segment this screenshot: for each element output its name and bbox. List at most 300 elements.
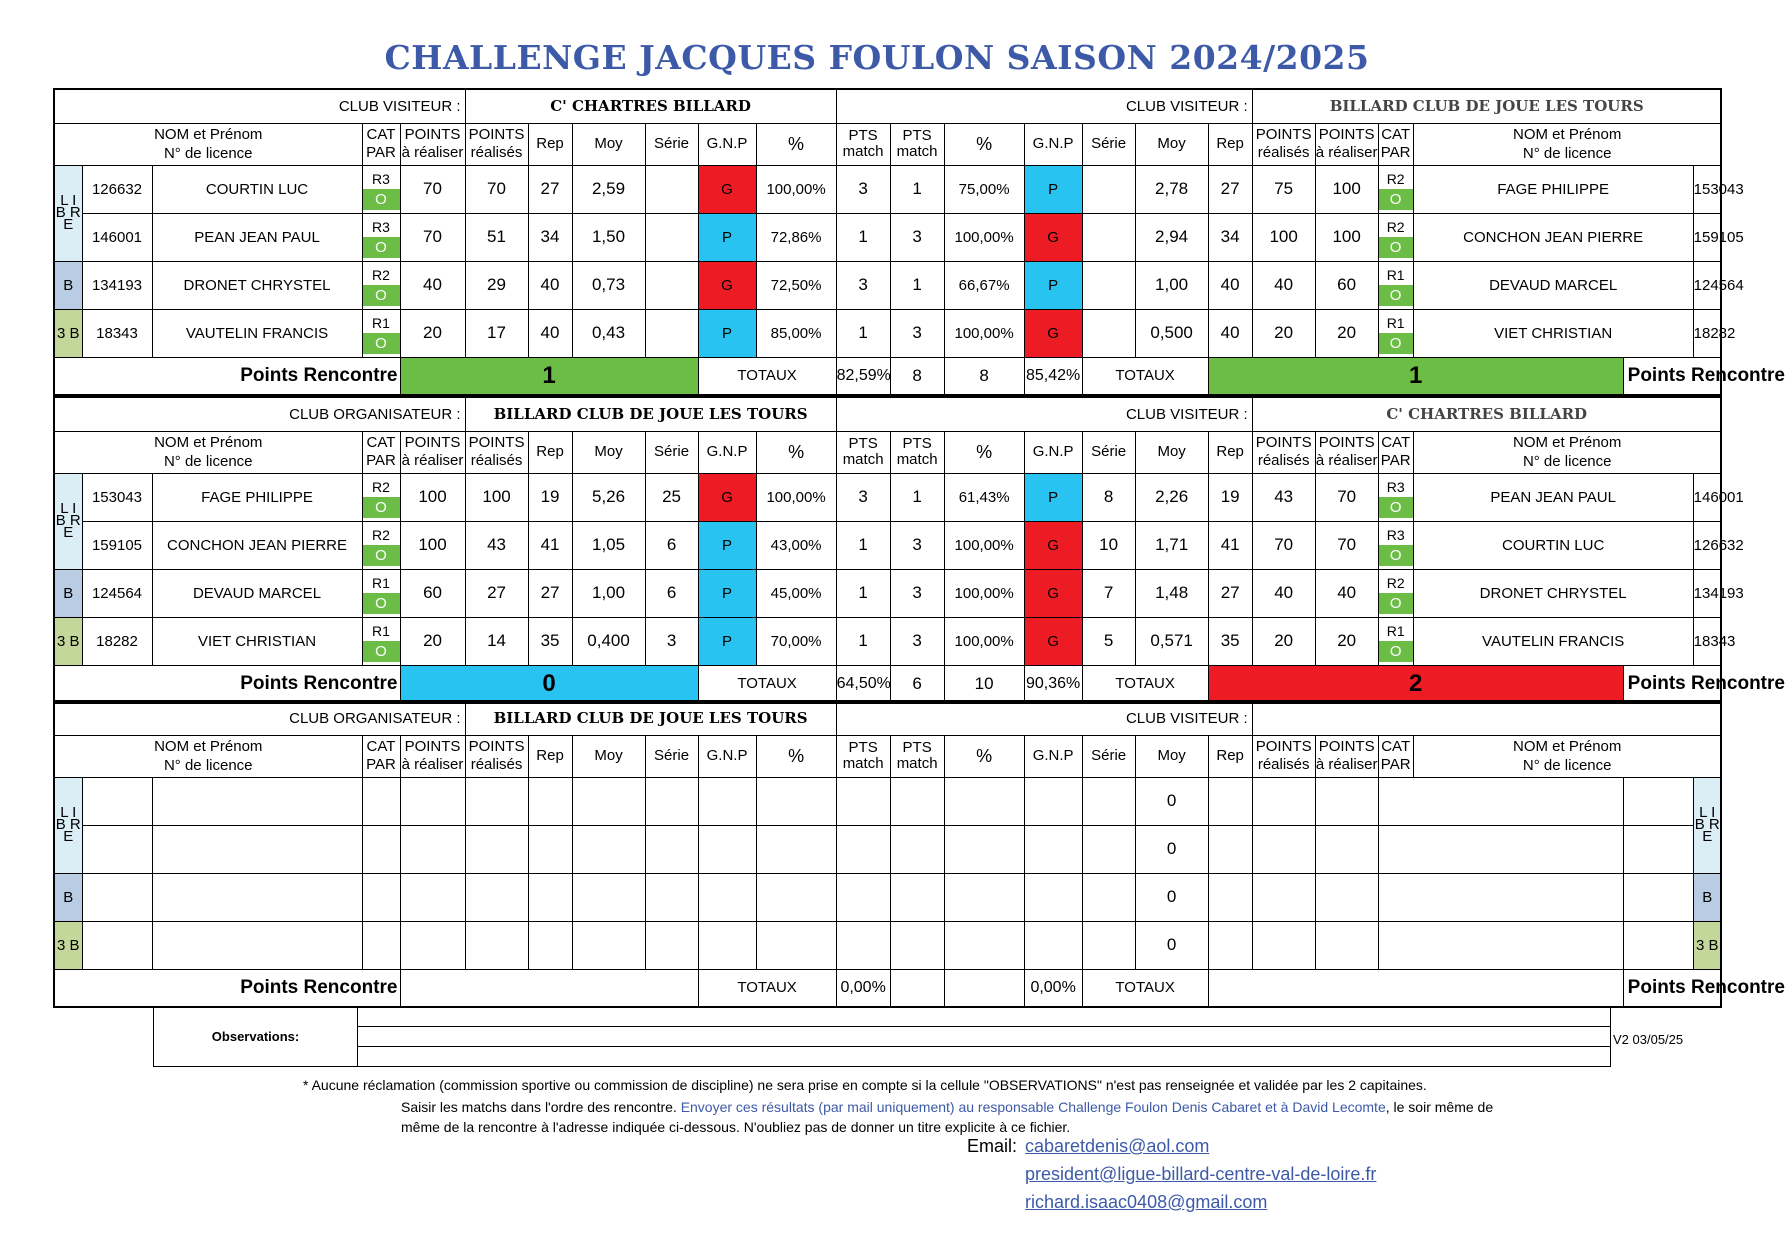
right-result-gnp: P [1024, 165, 1082, 213]
left-series[interactable] [645, 213, 698, 261]
left-innings[interactable]: 27 [528, 569, 572, 617]
left-licence[interactable]: 146001 [82, 213, 152, 261]
right-player-name[interactable]: VAUTELIN FRANCIS [1413, 617, 1693, 665]
col-pd-right: POINTS réalisés [1252, 735, 1315, 777]
left-licence[interactable] [82, 921, 152, 969]
left-category[interactable]: R1 O [362, 309, 400, 357]
left-club-name[interactable]: BILLARD CLUB DE JOUE LES TOURS [465, 397, 836, 431]
left-percentage: 72,50% [756, 261, 836, 309]
m1-table [53, 88, 1785, 396]
col-gnp-right: G.N.P [1024, 123, 1082, 165]
right-points-to-reach[interactable] [1252, 873, 1315, 921]
left-average: 2,59 [572, 165, 645, 213]
left-player-name[interactable]: COURTIN LUC [152, 165, 362, 213]
right-licence[interactable]: 18343 [1693, 617, 1721, 665]
right-player-name[interactable] [1378, 873, 1623, 921]
left-points-to-reach[interactable]: 100 [400, 521, 465, 569]
empty-cell[interactable] [698, 873, 756, 921]
empty-cell[interactable] [1024, 825, 1082, 873]
left-match-points: 1 [836, 309, 890, 357]
left-points-to-reach[interactable]: 100 [400, 473, 465, 521]
right-category[interactable] [1315, 873, 1378, 921]
right-match-points: 3 [890, 617, 944, 665]
right-player-name[interactable]: VIET CHRISTIAN [1413, 309, 1693, 357]
col-serie-left: Série [645, 123, 698, 165]
col-nom-right: NOM et Prénom N° de licence [1413, 735, 1721, 777]
left-licence[interactable]: 126632 [82, 165, 152, 213]
empty-cell[interactable] [890, 873, 944, 921]
col-pts-right: PTS match [890, 431, 944, 473]
email-link-richard[interactable]: richard.isaac0408@gmail.com [1025, 1192, 1268, 1212]
left-result-gnp: P [698, 617, 756, 665]
right-innings[interactable]: 35 [1208, 617, 1252, 665]
empty-cell[interactable] [362, 873, 400, 921]
left-licence[interactable]: 124564 [82, 569, 152, 617]
mode-bande-left: B [54, 873, 82, 921]
empty-cell[interactable] [528, 825, 572, 873]
mode-3bandes-left: 3 B [54, 617, 82, 665]
right-match-points: 3 [890, 569, 944, 617]
col-rep-right: Rep [1208, 735, 1252, 777]
col-rep-left: Rep [528, 123, 572, 165]
empty-cell[interactable] [362, 921, 400, 969]
right-category[interactable] [1315, 921, 1378, 969]
right-player-name[interactable] [1378, 921, 1623, 969]
col-rep-right: Rep [1208, 123, 1252, 165]
left-licence[interactable]: 18343 [82, 309, 152, 357]
empty-cell[interactable] [944, 873, 1024, 921]
empty-cell[interactable] [528, 873, 572, 921]
right-points-to-reach[interactable] [1252, 921, 1315, 969]
empty-cell[interactable] [1082, 777, 1135, 825]
right-category[interactable]: R2 O [1378, 213, 1413, 261]
right-licence[interactable] [1623, 921, 1693, 969]
right-points-scored[interactable] [1208, 873, 1252, 921]
m2-table [53, 396, 1785, 704]
right-club-label: CLUB VISITEUR : [836, 397, 1252, 431]
left-player-name[interactable] [152, 873, 362, 921]
left-player-name[interactable]: DEVAUD MARCEL [152, 569, 362, 617]
email-link-cabaret[interactable]: cabaretdenis@aol.com [1025, 1136, 1210, 1156]
empty-cell[interactable] [400, 921, 465, 969]
right-licence[interactable]: 126632 [1693, 521, 1721, 569]
mode-bande-left: B [54, 261, 82, 309]
right-points-scored[interactable]: 40 [1252, 261, 1315, 309]
col-cat-right: CAT PAR [1378, 735, 1413, 777]
right-player-name[interactable] [1378, 777, 1623, 825]
right-points-scored[interactable]: 20 [1252, 309, 1315, 357]
right-series[interactable]: 7 [1082, 569, 1135, 617]
empty-cell[interactable] [645, 825, 698, 873]
right-player-name[interactable]: CONCHON JEAN PIERRE [1413, 213, 1693, 261]
right-total-pct: 0,00% [1024, 969, 1082, 1007]
match-2-sheet [53, 396, 1785, 704]
right-category[interactable]: R1 O [1378, 617, 1413, 665]
empty-cell[interactable] [572, 777, 645, 825]
left-category[interactable]: R2 O [362, 521, 400, 569]
empty-cell[interactable] [890, 777, 944, 825]
col-cat-left: CAT PAR [362, 735, 400, 777]
left-series[interactable]: 3 [645, 617, 698, 665]
observations-label: Observations: [154, 1008, 358, 1066]
right-series[interactable] [1082, 309, 1135, 357]
left-player-name[interactable]: DRONET CHRYSTEL [152, 261, 362, 309]
col-pd-right: POINTS réalisés [1252, 431, 1315, 473]
right-match-points: 1 [890, 165, 944, 213]
right-points-scored[interactable]: 40 [1252, 569, 1315, 617]
right-category[interactable]: R3 O [1378, 473, 1413, 521]
left-player-name[interactable]: VAUTELIN FRANCIS [152, 309, 362, 357]
right-result-gnp: G [1024, 617, 1082, 665]
right-category[interactable]: R3 O [1378, 521, 1413, 569]
left-player-name[interactable]: VIET CHRISTIAN [152, 617, 362, 665]
left-points-rencontre-label: Points Rencontre [54, 665, 400, 703]
right-series[interactable] [1082, 261, 1135, 309]
right-series[interactable] [1082, 213, 1135, 261]
right-points-to-reach[interactable]: 100 [1315, 165, 1378, 213]
left-total-pct: 82,59% [836, 357, 890, 395]
mode-3bandes-left: 3 B [54, 309, 82, 357]
empty-cell[interactable] [944, 825, 1024, 873]
player-row [54, 213, 1721, 261]
right-innings[interactable]: 40 [1208, 309, 1252, 357]
right-points-scored[interactable] [1208, 825, 1252, 873]
left-points-scored[interactable]: 27 [465, 569, 528, 617]
empty-cell[interactable] [1024, 921, 1082, 969]
left-licence[interactable]: 159105 [82, 521, 152, 569]
left-points-scored[interactable]: 70 [465, 165, 528, 213]
left-series[interactable]: 25 [645, 473, 698, 521]
empty-cell[interactable] [944, 921, 1024, 969]
empty-cell[interactable] [836, 921, 890, 969]
empty-cell[interactable] [698, 777, 756, 825]
left-innings[interactable]: 34 [528, 213, 572, 261]
right-points-rencontre-score: 2 [1208, 665, 1623, 703]
footnote-instructions-2: même de la rencontre à l'adresse indiquée ci-dessous. N'oubliez pas de donner un titre explicite à ce fichier. [401, 1119, 1071, 1135]
left-points-to-reach[interactable]: 70 [400, 213, 465, 261]
right-club-name[interactable]: BILLARD CLUB DE JOUE LES TOURS [1252, 89, 1721, 123]
empty-cell[interactable] [528, 921, 572, 969]
right-innings[interactable]: 0 [1135, 873, 1208, 921]
left-player-name[interactable]: CONCHON JEAN PIERRE [152, 521, 362, 569]
col-nom-left: NOM et Prénom N° de licence [54, 123, 362, 165]
right-category[interactable]: R2 O [1378, 165, 1413, 213]
left-match-points: 1 [836, 569, 890, 617]
left-points-scored[interactable]: 14 [465, 617, 528, 665]
right-category[interactable] [1315, 825, 1378, 873]
empty-cell[interactable] [465, 825, 528, 873]
match-3-sheet [53, 700, 1785, 1008]
left-points-rencontre-score [400, 969, 698, 1007]
right-series[interactable]: 5 [1082, 617, 1135, 665]
empty-cell[interactable] [890, 921, 944, 969]
left-series[interactable] [645, 165, 698, 213]
right-points-scored[interactable]: 100 [1252, 213, 1315, 261]
right-points-scored[interactable]: 75 [1252, 165, 1315, 213]
right-licence[interactable]: 153043 [1693, 165, 1721, 213]
left-innings[interactable]: 40 [528, 309, 572, 357]
left-club-name[interactable]: BILLARD CLUB DE JOUE LES TOURS [465, 701, 836, 735]
empty-cell[interactable] [756, 921, 836, 969]
right-innings[interactable]: 27 [1208, 165, 1252, 213]
right-points-to-reach[interactable]: 70 [1315, 521, 1378, 569]
left-player-name[interactable]: PEAN JEAN PAUL [152, 213, 362, 261]
right-match-points: 1 [890, 473, 944, 521]
right-series[interactable]: 10 [1082, 521, 1135, 569]
right-club-name[interactable] [1252, 701, 1721, 735]
empty-cell[interactable] [362, 825, 400, 873]
right-licence[interactable] [1623, 873, 1693, 921]
empty-cell[interactable] [836, 873, 890, 921]
left-average: 0,43 [572, 309, 645, 357]
right-points-to-reach[interactable]: 20 [1315, 617, 1378, 665]
left-licence[interactable]: 134193 [82, 261, 152, 309]
left-points-scored[interactable]: 29 [465, 261, 528, 309]
empty-cell[interactable] [836, 825, 890, 873]
right-licence[interactable] [1623, 777, 1693, 825]
right-points-rencontre-score: 1 [1208, 357, 1623, 395]
left-player-name[interactable] [152, 921, 362, 969]
left-total-pct: 0,00% [836, 969, 890, 1007]
left-player-name[interactable]: FAGE PHILIPPE [152, 473, 362, 521]
empty-cell[interactable] [756, 825, 836, 873]
right-innings[interactable]: 40 [1208, 261, 1252, 309]
left-category[interactable]: R3 O [362, 165, 400, 213]
right-category[interactable] [1315, 777, 1378, 825]
left-points-scored[interactable]: 51 [465, 213, 528, 261]
right-points-to-reach[interactable]: 60 [1315, 261, 1378, 309]
left-points-to-reach[interactable]: 70 [400, 165, 465, 213]
empty-cell[interactable] [698, 921, 756, 969]
left-category[interactable]: R2 O [362, 473, 400, 521]
right-points-to-reach[interactable] [1252, 777, 1315, 825]
col-serie-right: Série [1082, 123, 1135, 165]
left-match-points: 3 [836, 473, 890, 521]
left-points-rencontre-label: Points Rencontre [54, 357, 400, 395]
left-player-name[interactable] [152, 777, 362, 825]
email-link-president[interactable]: president@ligue-billard-centre-val-de-loire.fr [1025, 1164, 1377, 1184]
right-totaux-label: TOTAUX [1082, 665, 1208, 703]
right-points-scored[interactable] [1208, 921, 1252, 969]
left-innings[interactable]: 40 [528, 261, 572, 309]
right-points-scored[interactable]: 20 [1252, 617, 1315, 665]
empty-cell[interactable] [528, 777, 572, 825]
left-innings[interactable]: 35 [528, 617, 572, 665]
empty-cell[interactable] [890, 825, 944, 873]
right-innings[interactable]: 19 [1208, 473, 1252, 521]
left-points-scored[interactable]: 43 [465, 521, 528, 569]
right-innings[interactable]: 0 [1135, 921, 1208, 969]
right-player-name[interactable]: COURTIN LUC [1413, 521, 1693, 569]
col-serie-left: Série [645, 735, 698, 777]
right-category[interactable]: R1 O [1378, 309, 1413, 357]
empty-cell[interactable] [756, 777, 836, 825]
email-label: Email: [967, 1136, 1018, 1156]
match-1-sheet [53, 88, 1785, 396]
left-points-rencontre-score: 1 [400, 357, 698, 395]
right-licence[interactable]: 134193 [1693, 569, 1721, 617]
left-average: 1,05 [572, 521, 645, 569]
right-points-to-reach[interactable]: 100 [1315, 213, 1378, 261]
right-innings[interactable]: 27 [1208, 569, 1252, 617]
right-licence[interactable]: 124564 [1693, 261, 1721, 309]
left-club-label: CLUB ORGANISATEUR : [54, 397, 465, 431]
mode-libre-left: L I B R E [54, 473, 82, 569]
right-club-name[interactable]: C' CHARTRES BILLARD [1252, 397, 1721, 431]
right-player-name[interactable]: FAGE PHILIPPE [1413, 165, 1693, 213]
col-gnp-right: G.N.P [1024, 735, 1082, 777]
empty-cell[interactable] [645, 777, 698, 825]
right-points-scored[interactable]: 70 [1252, 521, 1315, 569]
player-row [54, 777, 1721, 825]
col-pr-left: POINTS à réaliser [400, 431, 465, 473]
left-category[interactable]: R1 O [362, 569, 400, 617]
col-moy-left: Moy [572, 735, 645, 777]
right-category[interactable]: R1 O [1378, 261, 1413, 309]
left-average: 5,26 [572, 473, 645, 521]
empty-cell[interactable] [572, 921, 645, 969]
observations-line-2[interactable] [358, 1046, 1610, 1047]
empty-cell[interactable] [465, 921, 528, 969]
left-licence[interactable] [82, 873, 152, 921]
empty-cell[interactable] [836, 777, 890, 825]
left-percentage: 43,00% [756, 521, 836, 569]
left-licence[interactable]: 153043 [82, 473, 152, 521]
col-moy-right: Moy [1135, 123, 1208, 165]
col-pts-left: PTS match [836, 431, 890, 473]
right-series[interactable]: 8 [1082, 473, 1135, 521]
right-innings[interactable]: 0 [1135, 825, 1208, 873]
col-nom-right: NOM et Prénom N° de licence [1413, 431, 1721, 473]
right-result-gnp: G [1024, 213, 1082, 261]
left-licence[interactable] [82, 777, 152, 825]
right-innings[interactable]: 34 [1208, 213, 1252, 261]
col-serie-right: Série [1082, 431, 1135, 473]
empty-cell[interactable] [1082, 873, 1135, 921]
footnote-reclamation: * Aucune réclamation (commission sportive ou commission de discipline) ne sera prise en compte si la cellule "OBSERVATIONS" n'est pas renseignée et validée par les 2 capitaines. [303, 1077, 1427, 1093]
right-points-scored[interactable] [1208, 777, 1252, 825]
empty-cell[interactable] [362, 777, 400, 825]
left-category[interactable]: R3 O [362, 213, 400, 261]
empty-cell[interactable] [400, 825, 465, 873]
left-series[interactable]: 6 [645, 569, 698, 617]
left-innings[interactable]: 27 [528, 165, 572, 213]
col-pct-right: % [944, 431, 1024, 473]
left-licence[interactable] [82, 825, 152, 873]
left-club-name[interactable]: C' CHARTRES BILLARD [465, 89, 836, 123]
left-licence[interactable]: 18282 [82, 617, 152, 665]
right-player-name[interactable] [1378, 825, 1623, 873]
empty-cell[interactable] [400, 873, 465, 921]
left-points-to-reach[interactable]: 20 [400, 309, 465, 357]
left-player-name[interactable] [152, 825, 362, 873]
empty-cell[interactable] [400, 777, 465, 825]
empty-cell[interactable] [1082, 921, 1135, 969]
observations-line-1[interactable] [358, 1026, 1610, 1027]
right-licence[interactable]: 159105 [1693, 213, 1721, 261]
right-total-pct: 85,42% [1024, 357, 1082, 395]
right-innings[interactable]: 0 [1135, 777, 1208, 825]
empty-cell[interactable] [756, 873, 836, 921]
right-points-to-reach[interactable] [1252, 825, 1315, 873]
empty-cell[interactable] [572, 873, 645, 921]
right-total-pts [944, 969, 1024, 1007]
left-series[interactable] [645, 261, 698, 309]
right-points-to-reach[interactable]: 70 [1315, 473, 1378, 521]
left-category[interactable]: R2 O [362, 261, 400, 309]
right-player-name[interactable]: DEVAUD MARCEL [1413, 261, 1693, 309]
left-percentage: 100,00% [756, 165, 836, 213]
left-match-points: 3 [836, 261, 890, 309]
page-title: CHALLENGE JACQUES FOULON SAISON 2024/2025 [384, 38, 1370, 77]
right-match-points: 3 [890, 213, 944, 261]
empty-cell[interactable] [465, 873, 528, 921]
right-points-scored[interactable]: 43 [1252, 473, 1315, 521]
empty-cell[interactable] [645, 921, 698, 969]
empty-cell[interactable] [698, 825, 756, 873]
left-series[interactable] [645, 309, 698, 357]
right-innings[interactable]: 41 [1208, 521, 1252, 569]
right-percentage: 61,43% [944, 473, 1024, 521]
left-club-label: CLUB ORGANISATEUR : [54, 701, 465, 735]
mode-3bandes-left: 3 B [54, 921, 82, 969]
left-points-to-reach[interactable]: 60 [400, 569, 465, 617]
col-pct-right: % [944, 123, 1024, 165]
right-player-name[interactable]: DRONET CHRYSTEL [1413, 569, 1693, 617]
left-points-to-reach[interactable]: 20 [400, 617, 465, 665]
left-result-gnp: P [698, 213, 756, 261]
right-licence[interactable] [1623, 825, 1693, 873]
empty-cell[interactable] [944, 777, 1024, 825]
mode-libre-left: L I B R E [54, 165, 82, 261]
right-average: 0,571 [1135, 617, 1208, 665]
right-licence[interactable]: 146001 [1693, 473, 1721, 521]
right-average: 2,94 [1135, 213, 1208, 261]
right-totaux-label: TOTAUX [1082, 969, 1208, 1007]
right-player-name[interactable]: PEAN JEAN PAUL [1413, 473, 1693, 521]
empty-cell[interactable] [645, 873, 698, 921]
empty-cell[interactable] [1024, 873, 1082, 921]
right-category[interactable]: R2 O [1378, 569, 1413, 617]
empty-cell[interactable] [1082, 825, 1135, 873]
empty-cell[interactable] [465, 777, 528, 825]
empty-cell[interactable] [1024, 777, 1082, 825]
empty-cell[interactable] [572, 825, 645, 873]
left-points-scored[interactable]: 17 [465, 309, 528, 357]
right-series[interactable] [1082, 165, 1135, 213]
left-points-to-reach[interactable]: 40 [400, 261, 465, 309]
right-licence[interactable]: 18282 [1693, 309, 1721, 357]
right-percentage: 100,00% [944, 569, 1024, 617]
player-row [54, 521, 1721, 569]
col-nom-right: NOM et Prénom N° de licence [1413, 123, 1721, 165]
col-pct-left: % [756, 735, 836, 777]
left-percentage: 72,86% [756, 213, 836, 261]
right-points-to-reach[interactable]: 40 [1315, 569, 1378, 617]
left-points-scored[interactable]: 100 [465, 473, 528, 521]
left-innings[interactable]: 41 [528, 521, 572, 569]
right-percentage: 66,67% [944, 261, 1024, 309]
mode-bande-right: B [1693, 873, 1721, 921]
left-innings[interactable]: 19 [528, 473, 572, 521]
col-pd-right: POINTS réalisés [1252, 123, 1315, 165]
left-series[interactable]: 6 [645, 521, 698, 569]
left-percentage: 70,00% [756, 617, 836, 665]
left-percentage: 100,00% [756, 473, 836, 521]
right-points-to-reach[interactable]: 20 [1315, 309, 1378, 357]
col-pct-left: % [756, 431, 836, 473]
left-category[interactable]: R1 O [362, 617, 400, 665]
